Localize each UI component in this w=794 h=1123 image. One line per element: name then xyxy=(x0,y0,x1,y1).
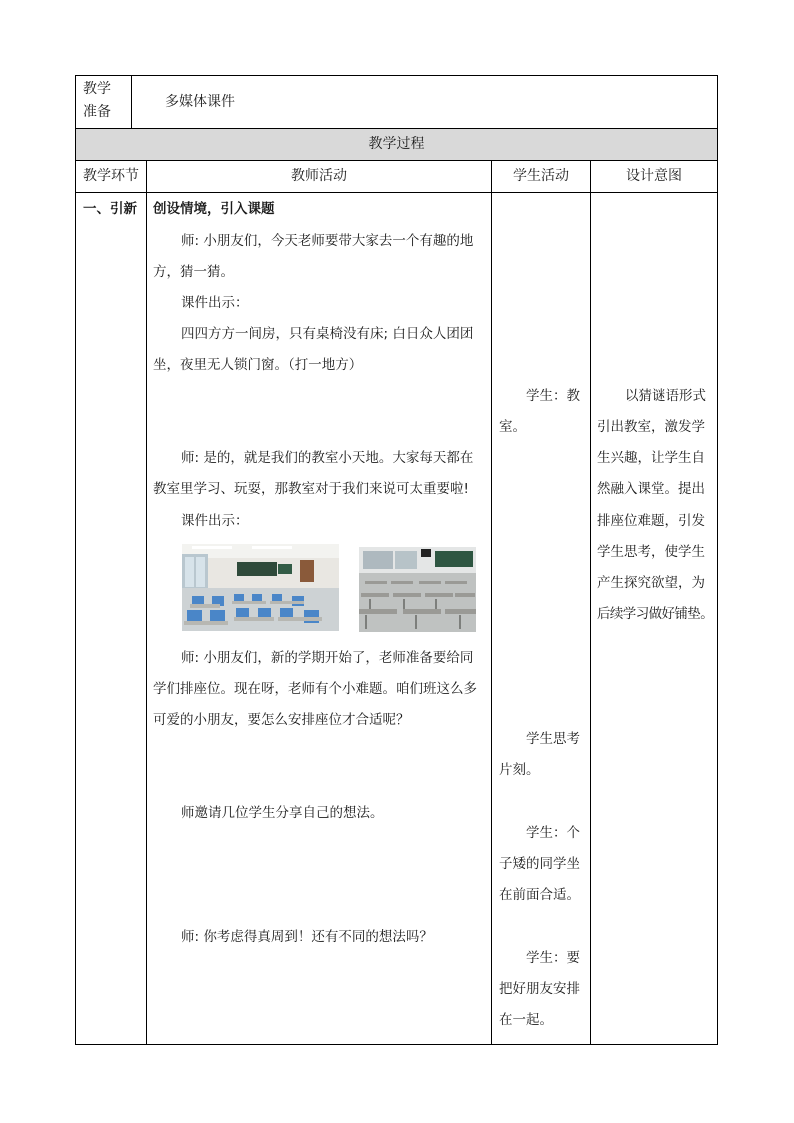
intent-line: 学生思考，使学生 xyxy=(597,544,705,560)
student-line: 把好朋友安排 xyxy=(499,981,580,997)
teacher-line: 师: 你考虑得真周到！还有不同的想法吗？ xyxy=(181,929,433,945)
intent-line: 然融入课堂。提出 xyxy=(597,481,705,497)
divider xyxy=(146,161,147,1044)
teacher-line: 课件出示： xyxy=(181,513,249,529)
teacher-line: 可爱的小朋友，要怎么安排座位才合适呢？ xyxy=(153,712,410,728)
divider xyxy=(590,161,591,1044)
prep-label-line2: 准备 xyxy=(83,104,111,120)
prep-value: 多媒体课件 xyxy=(165,94,235,110)
teacher-heading: 创设情境，引入课题 xyxy=(153,201,275,217)
teacher-line: 师邀请几位学生分享自己的想法。 xyxy=(181,805,384,821)
teacher-line: 教室里学习、玩耍，那教室对于我们来说可太重要啦! xyxy=(153,481,469,497)
stage-label: 一、引新 xyxy=(83,201,137,217)
teacher-line: 师: 小朋友们，新的学期开始了，老师准备要给同 xyxy=(181,650,474,666)
intent-line: 产生探究欲望，为 xyxy=(597,575,705,591)
student-line: 室。 xyxy=(499,419,526,435)
prep-label-line1: 教学 xyxy=(83,81,111,97)
teacher-line: 课件出示： xyxy=(181,295,249,311)
divider xyxy=(76,192,717,193)
student-line: 在一起。 xyxy=(499,1012,553,1028)
student-line: 片刻。 xyxy=(499,762,540,778)
intent-line: 生兴趣，让学生自 xyxy=(597,450,705,466)
classroom-photo xyxy=(182,544,339,631)
header-teacher: 教师活动 xyxy=(291,168,347,184)
teacher-line: 师: 是的，就是我们的教室小天地。大家每天都在 xyxy=(181,450,474,466)
header-stage: 教学环节 xyxy=(83,168,139,184)
student-line: 学生思考 xyxy=(526,731,580,747)
intent-line: 引出教室，激发学 xyxy=(597,419,705,435)
process-title: 教学过程 xyxy=(368,136,425,152)
divider xyxy=(491,161,492,1044)
teacher-line: 方，猜一猜。 xyxy=(153,264,234,280)
header-intent: 设计意图 xyxy=(626,168,682,184)
student-line: 子矮的同学坐 xyxy=(499,856,580,872)
intent-line: 后续学习做好铺垫。 xyxy=(597,606,714,622)
header-student: 学生活动 xyxy=(513,168,569,184)
student-line: 在前面合适。 xyxy=(499,887,580,903)
student-line: 学生：要 xyxy=(526,950,580,966)
divider xyxy=(131,76,132,128)
teacher-line: 坐，夜里无人锁门窗。（打一地方） xyxy=(153,357,363,373)
teacher-line: 学们排座位。现在呀，老师有个小难题。咱们班这么多 xyxy=(153,681,477,697)
teacher-line: 师: 小朋友们，今天老师要带大家去一个有趣的地 xyxy=(181,233,474,249)
lesson-plan-table xyxy=(75,75,718,1045)
student-line: 学生：个 xyxy=(526,825,580,841)
teacher-line: 四四方方一间房，只有桌椅没有床; 白日众人团团 xyxy=(181,326,474,342)
intent-line: 排座位难题，引发 xyxy=(597,513,705,529)
classroom-photo xyxy=(359,547,476,632)
intent-line: 以猜谜语形式 xyxy=(625,388,706,404)
student-line: 学生：教 xyxy=(526,388,580,404)
